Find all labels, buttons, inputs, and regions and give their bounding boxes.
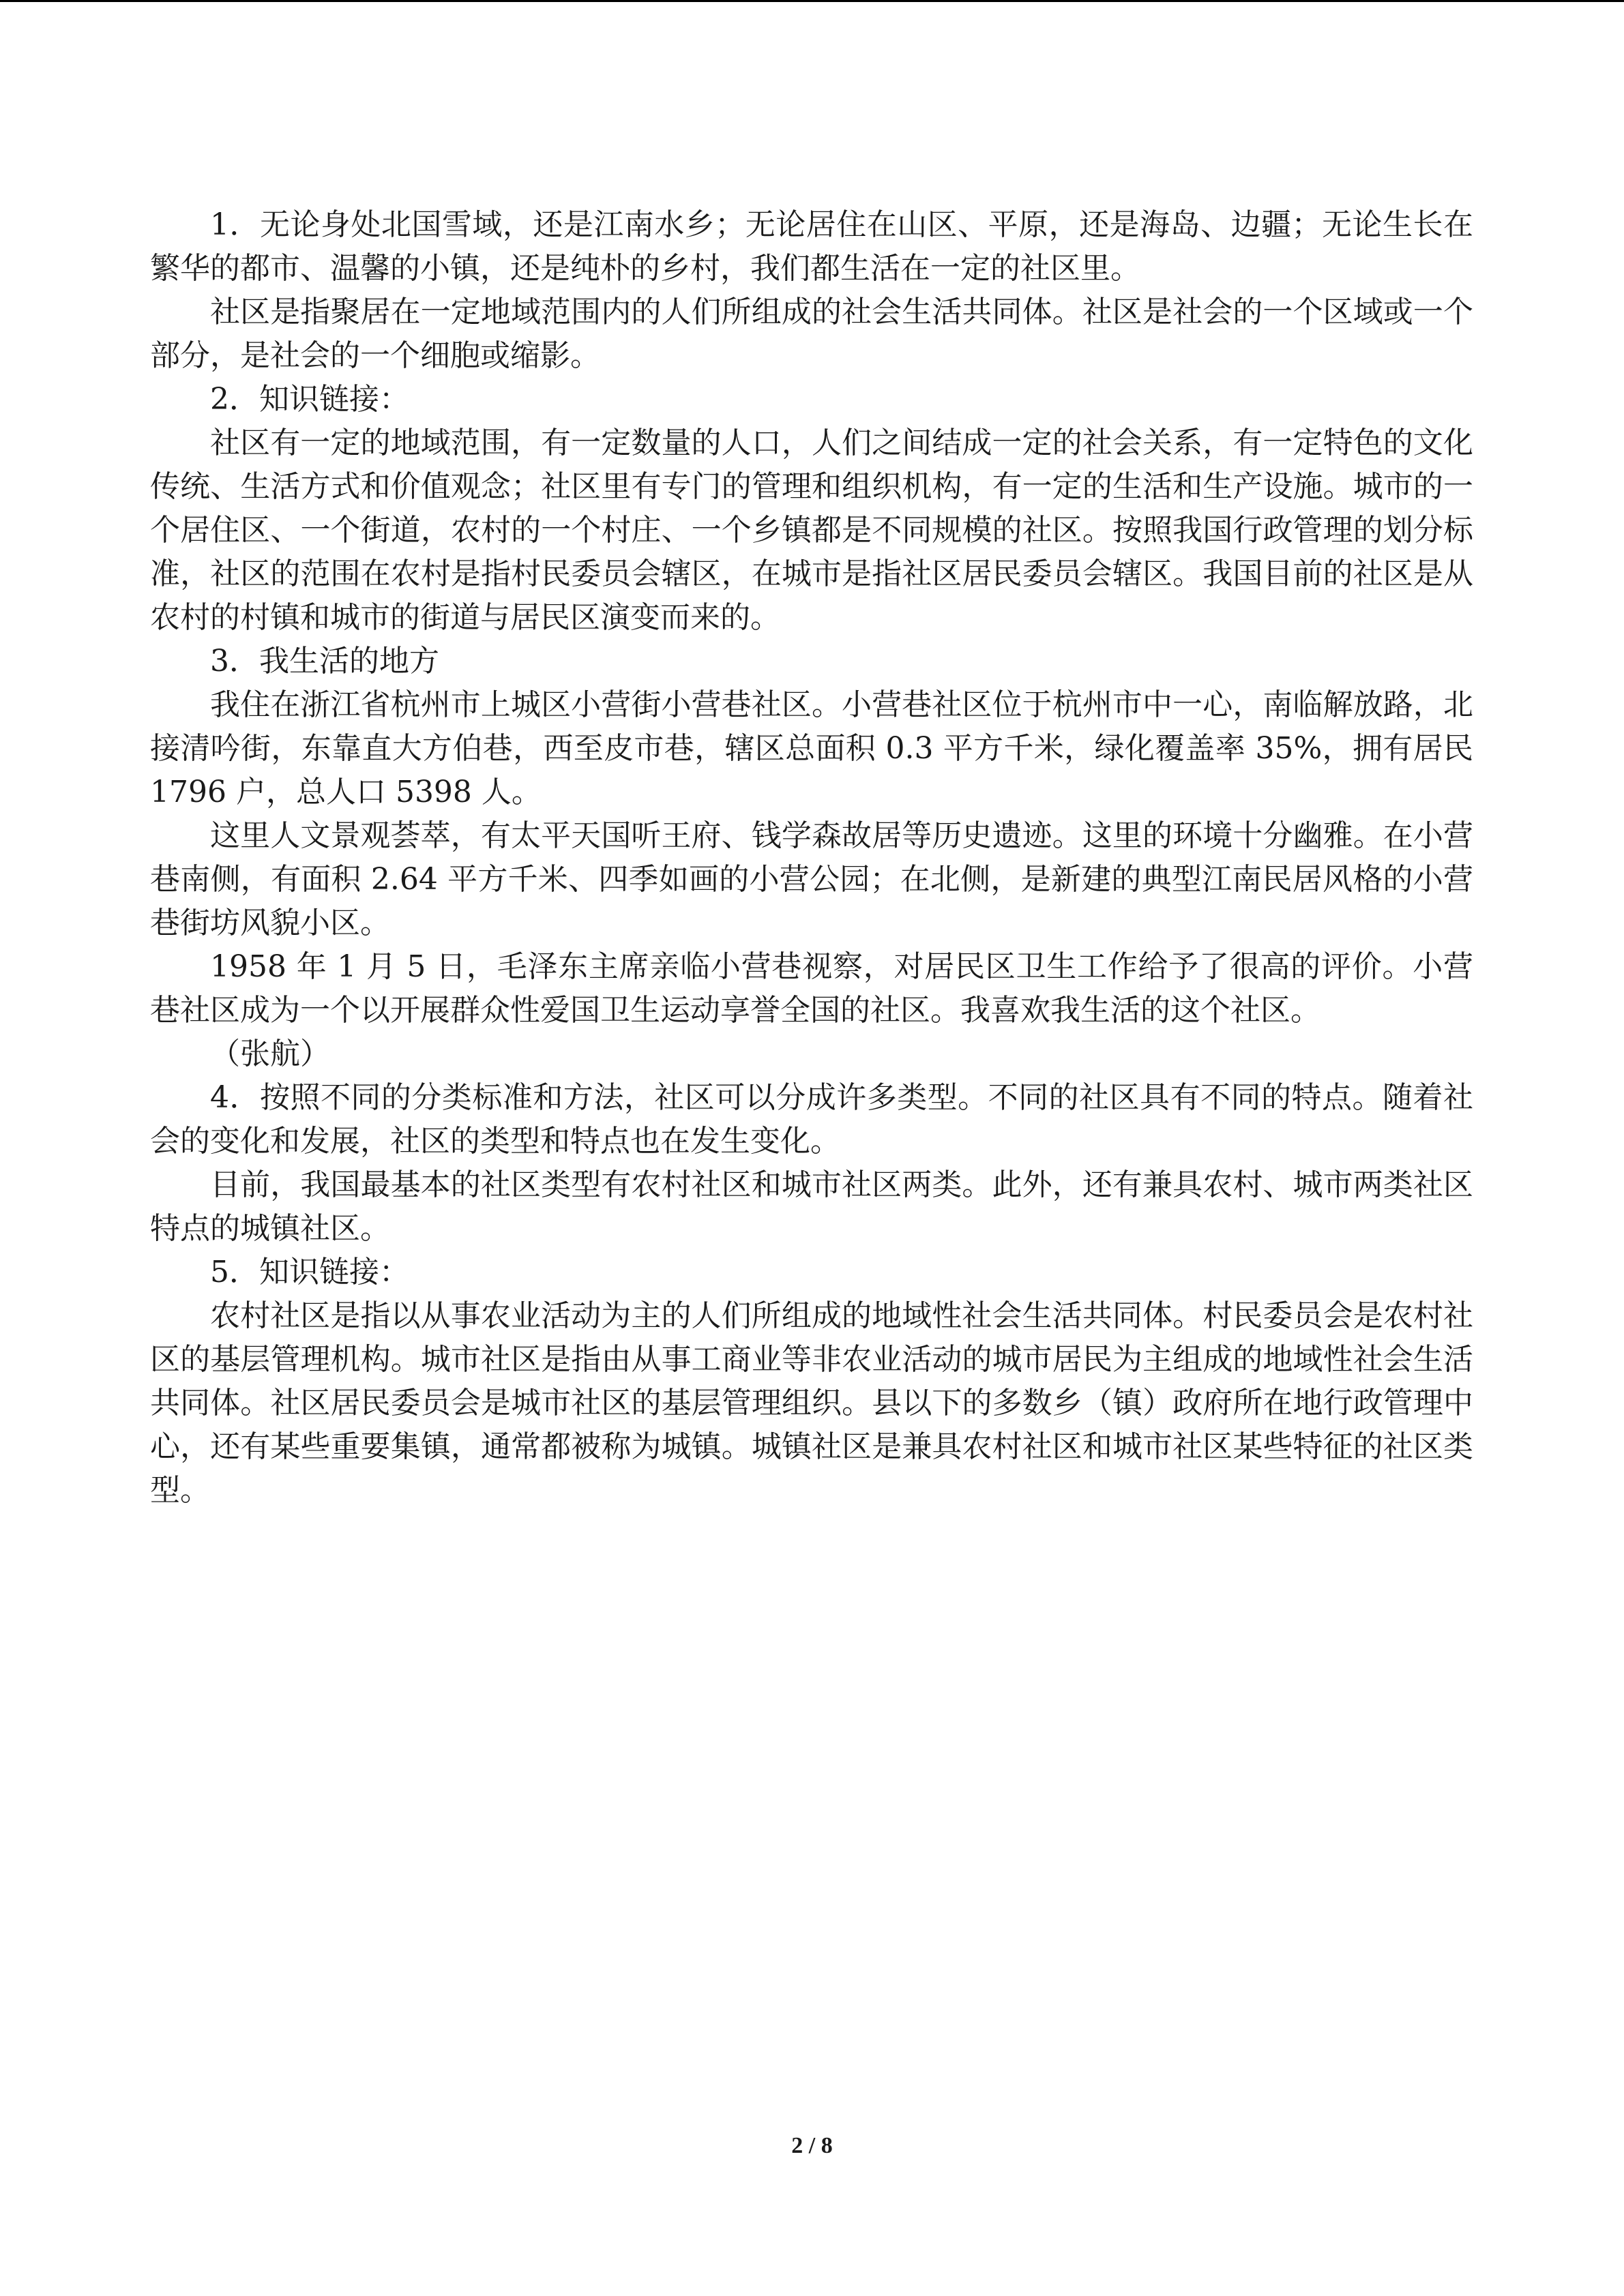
author-signature: （张航） [210,1037,330,1071]
paragraph-basic-types: 目前，我国最基本的社区类型有农村社区和城市社区两类。此外，还有兼具农村、城市两类社区特点的城镇社区。 [150,1167,1473,1246]
page-body [150,203,1473,1512]
page-number: 2 / 8 [791,2133,833,2158]
heading-knowledge-link-1: 2．知识链接： [210,382,409,417]
paragraph-intro: 1．无论身处北国雪域，还是江南水乡；无论居住在山区、平原，还是海岛、边疆；无论生长在繁华的都市、温馨的小镇，还是纯朴的乡村，我们都生活在一定的社区里。 [150,207,1473,286]
paragraph-xiaoying-landmarks: 这里人文景观荟萃，有太平天国听王府、钱学森故居等历史遗迹。这里的环境十分幽雅。在小营巷南侧，有面积 2.64 平方千米、四季如画的小营公园；在北侧，是新建的典型江南民居风格的小营巷街坊风貌小区。 [150,818,1473,940]
paragraph-community-definition: 社区是指聚居在一定地域范围内的人们所组成的社会生活共同体。社区是社会的一个区域或一个部分，是社会的一个细胞或缩影。 [150,295,1473,373]
paragraph-rural-urban-definitions: 农村社区是指以从事农业活动为主的人们所组成的地域性社会生活共同体。村民委员会是农村社区的基层管理机构。城市社区是指由从事工商业等非农业活动的城市居民为主组成的地域性社会生活共同体。社区居民委员会是城市社区的基层管理组织。县以下的多数乡（镇）政府所在地行政管理中心，还有某些重要集镇，通常都被称为城镇。城镇社区是兼具农村社区和城市社区某些特征的社区类型。 [150,1298,1473,1508]
paragraph-community-types: 4．按照不同的分类标准和方法，社区可以分成许多类型。不同的社区具有不同的特点。随着社会的变化和发展，社区的类型和特点也在发生变化。 [150,1080,1473,1159]
heading-where-i-live: 3．我生活的地方 [210,644,439,679]
paragraph-xiaoying-history: 1958 年 1 月 5 日，毛泽东主席亲临小营巷视察，对居民区卫生工作给予了很高的评价。小营巷社区成为一个以开展群众性爱国卫生运动享誉全国的社区。我喜欢我生活的这个社区。 [150,949,1473,1028]
heading-knowledge-link-2: 5．知识链接： [210,1255,409,1289]
paragraph-community-features: 社区有一定的地域范围，有一定数量的人口，人们之间结成一定的社会关系，有一定特色的文化传统、生活方式和价值观念；社区里有专门的管理和组织机构，有一定的生活和生产设施。城市的一个居住区、一个街道，农村的一个村庄、一个乡镇都是不同规模的社区。按照我国行政管理的划分标准，社区的范围在农村是指村民委员会辖区，在城市是指社区居民委员会辖区。我国目前的社区是从农村的村镇和城市的街道与居民区演变而来的。 [150,426,1473,635]
paragraph-xiaoying-location: 我住在浙江省杭州市上城区小营街小营巷社区。小营巷社区位于杭州市中一心，南临解放路，北接清吟街，东靠直大方伯巷，西至皮市巷，辖区总面积 0.3 平方千米，绿化覆盖率 35%，拥有居民 1796 户，总人口 5398 人。 [150,687,1473,809]
